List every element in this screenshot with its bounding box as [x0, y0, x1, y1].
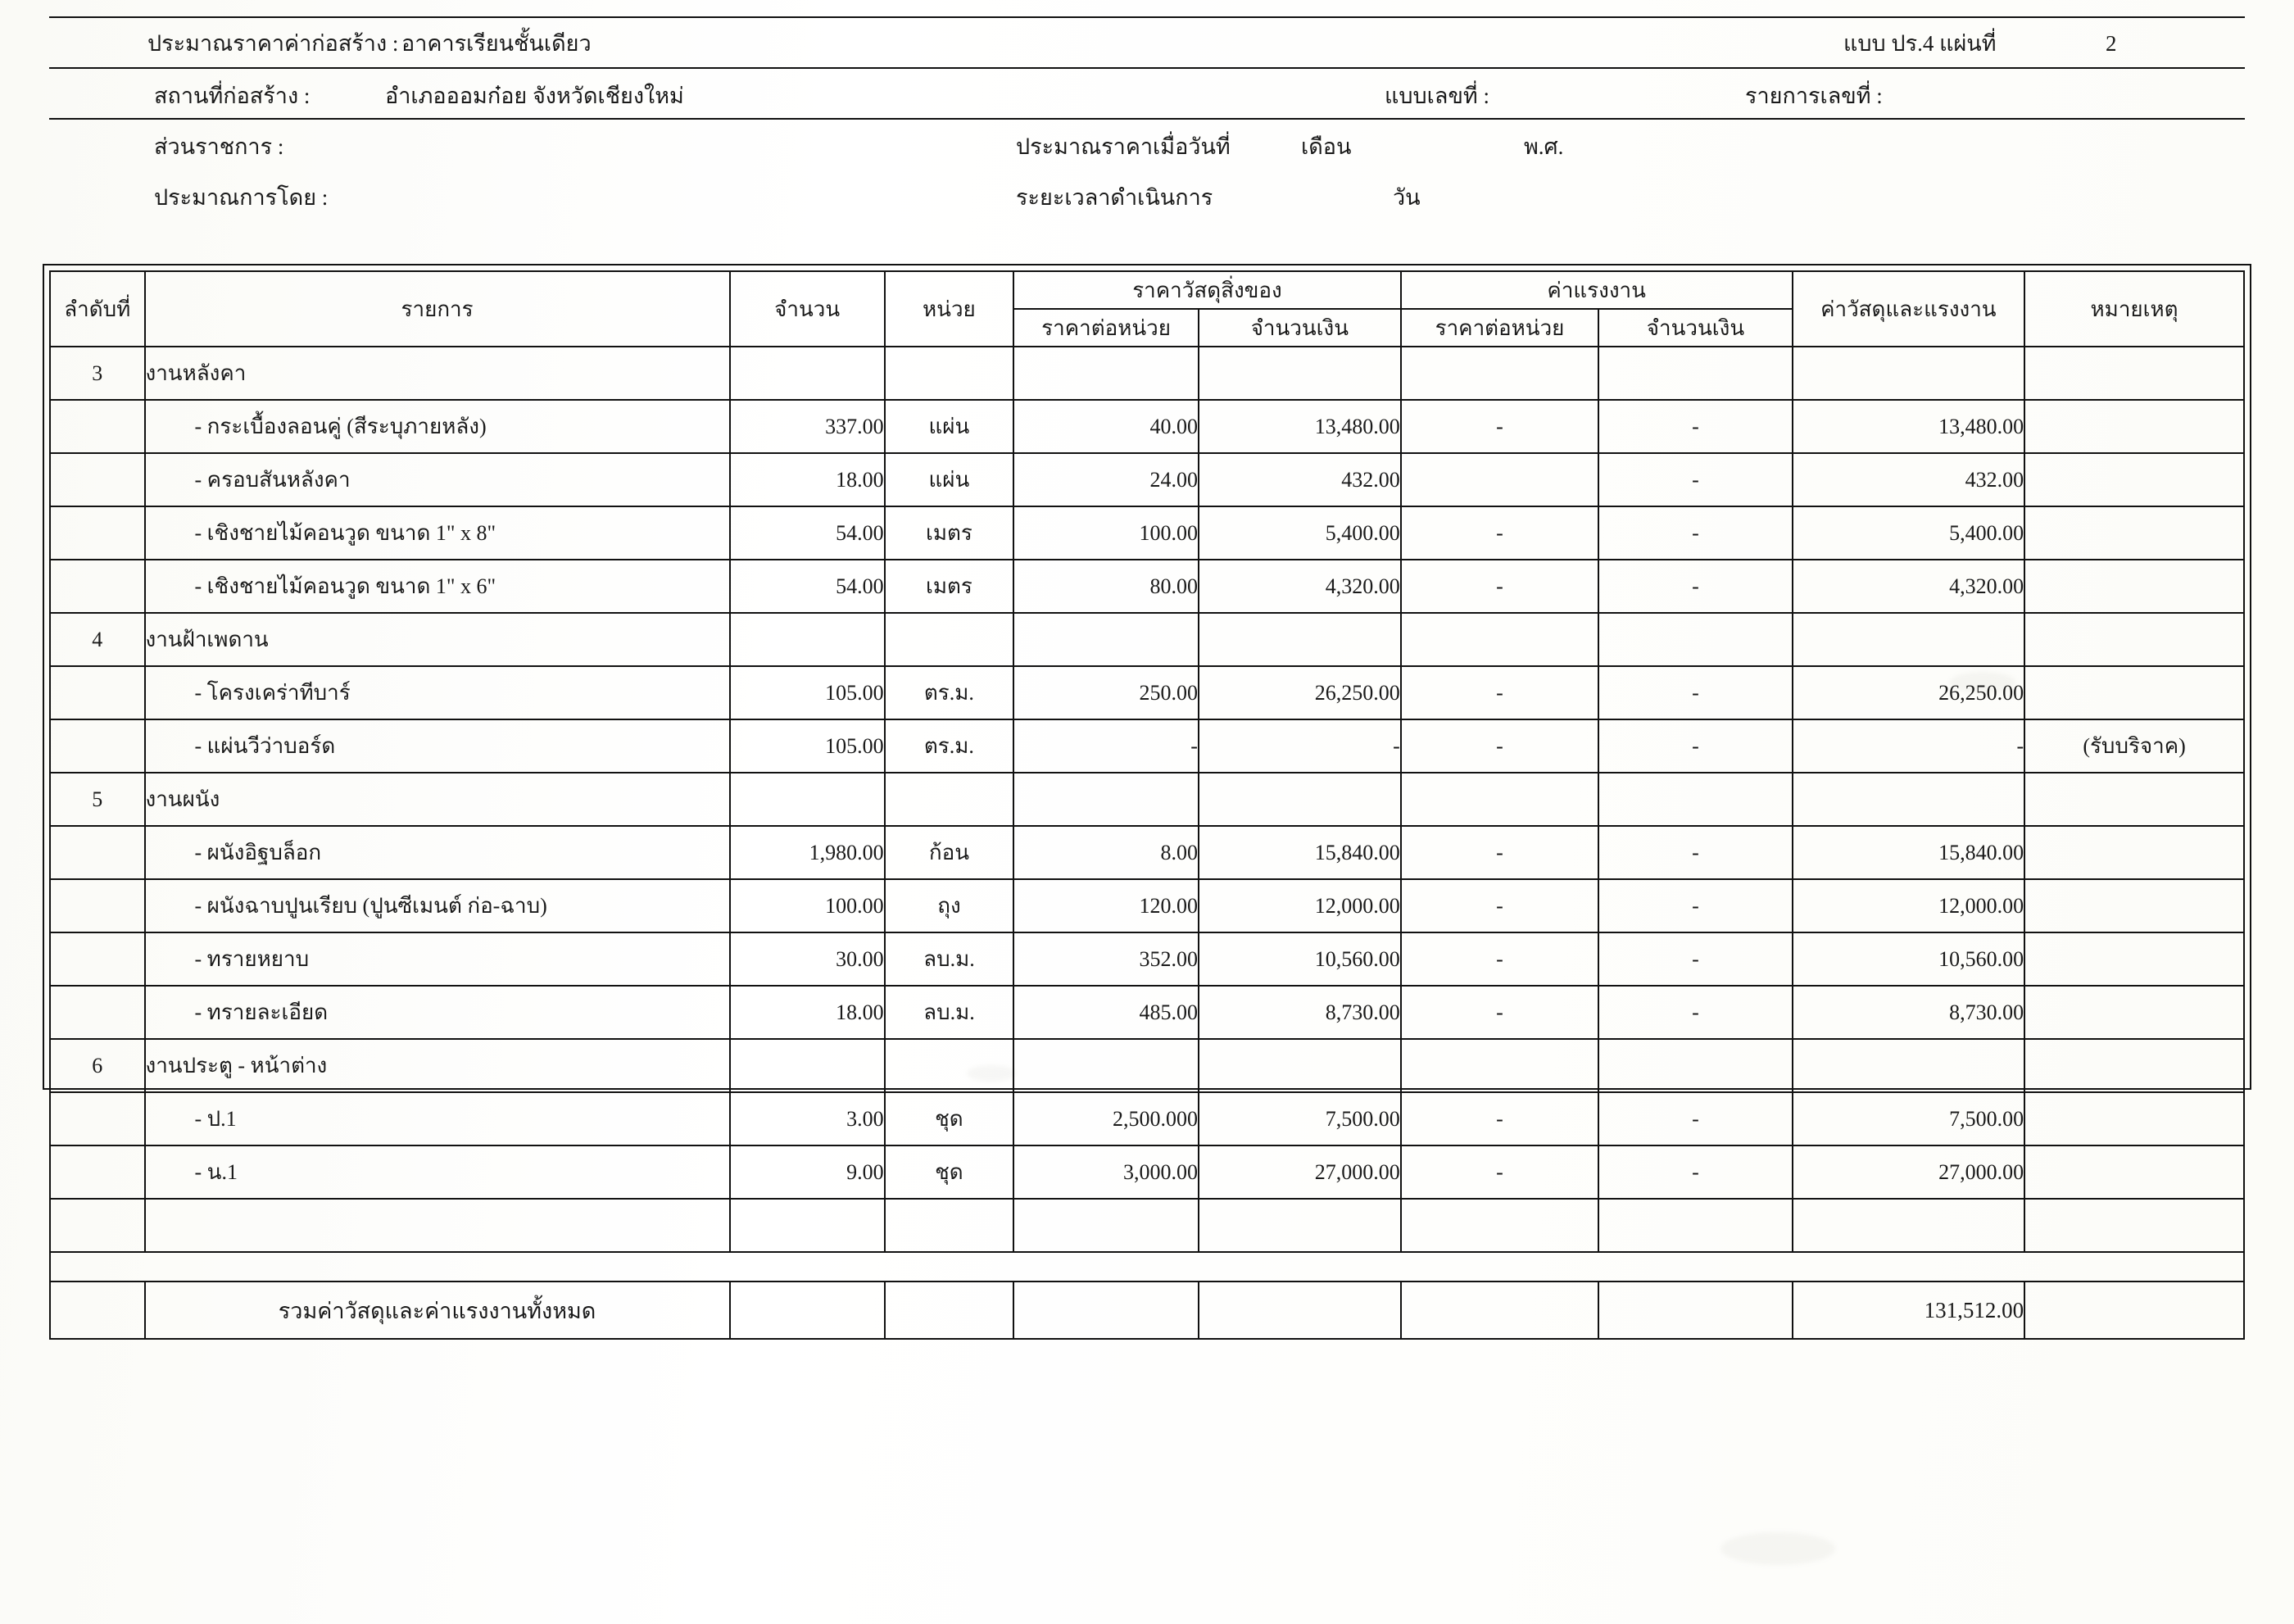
row-unit: ชุด: [885, 1092, 1014, 1145]
location-label: สถานที่ก่อสร้าง :: [154, 84, 311, 108]
row-description: - ทรายหยาบ: [145, 932, 730, 986]
table-row: [50, 826, 2244, 879]
row-material-unit-price: 2,500.000: [1013, 1092, 1199, 1145]
row-total: 4,320.00: [1793, 560, 2025, 613]
table-total-row: [50, 1282, 2244, 1339]
col-labor-group: ค่าแรงงาน: [1401, 271, 1793, 309]
drawing-no-label: แบบเลขที่ :: [1385, 84, 1489, 108]
row-material-unit-price: [1013, 613, 1199, 666]
row-remark: [2024, 560, 2244, 613]
row-unit: ตร.ม.: [885, 666, 1014, 719]
total-matamt-cell: [1199, 1282, 1401, 1339]
row-remark: [2024, 826, 2244, 879]
row-no: 5: [50, 773, 145, 826]
row-unit: ตร.ม.: [885, 719, 1014, 773]
col-material-amount: จำนวนเงิน: [1199, 309, 1401, 347]
total-label: รวมค่าวัสดุและค่าแรงงานทั้งหมด: [145, 1282, 730, 1339]
row-unit: [885, 773, 1014, 826]
row-unit: ถุง: [885, 879, 1014, 932]
row-description: - ผนังฉาบปูนเรียบ (ปูนซีเมนต์ ก่อ-ฉาบ): [145, 879, 730, 932]
form-page: 2: [2106, 31, 2117, 56]
row-description: - น.1: [145, 1145, 730, 1199]
col-remark: หมายเหตุ: [2024, 271, 2244, 347]
row-remark: [2024, 1145, 2244, 1199]
row-description: - ป.1: [145, 1092, 730, 1145]
row-material-unit-price: [1013, 1039, 1199, 1092]
row-labor-unit-price: -: [1401, 1092, 1599, 1145]
row-total: 432.00: [1793, 453, 2025, 506]
row-description: งานผนัง: [145, 773, 730, 826]
row-quantity: 105.00: [730, 719, 885, 773]
estimate-date-label: ประมาณราคาเมื่อวันที่: [1016, 134, 1231, 159]
row-labor-amount: -: [1598, 506, 1792, 560]
row-unit: แผ่น: [885, 453, 1014, 506]
row-remark: [2024, 506, 2244, 560]
row-unit: [885, 347, 1014, 400]
table-row: [50, 560, 2244, 613]
row-quantity: [730, 347, 885, 400]
col-unit: หน่วย: [885, 271, 1014, 347]
col-no: ลำดับที่: [50, 271, 145, 347]
row-no: [50, 560, 145, 613]
total-value: 131,512.00: [1793, 1282, 2025, 1339]
row-material-amount: 27,000.00: [1199, 1145, 1401, 1199]
table-row: [50, 1039, 2244, 1092]
row-no: [50, 1092, 145, 1145]
row-description: - ทรายละเอียด: [145, 986, 730, 1039]
form-label: แบบ ปร.4 แผ่นที่: [1843, 31, 1997, 56]
row-labor-amount: [1598, 1199, 1792, 1252]
row-labor-amount: -: [1598, 826, 1792, 879]
row-remark: [2024, 347, 2244, 400]
row-material-amount: 13,480.00: [1199, 400, 1401, 453]
row-no: [50, 1145, 145, 1199]
row-labor-amount: -: [1598, 879, 1792, 932]
row-labor-amount: [1598, 613, 1792, 666]
col-material-unit-price: ราคาต่อหน่วย: [1013, 309, 1199, 347]
row-labor-unit-price: -: [1401, 560, 1599, 613]
row-remark: [2024, 666, 2244, 719]
row-no: [50, 879, 145, 932]
scan-smudge: [1720, 1532, 1835, 1565]
month-label: เดือน: [1301, 134, 1352, 159]
row-labor-amount: -: [1598, 560, 1792, 613]
row-material-unit-price: 80.00: [1013, 560, 1199, 613]
table-row: [50, 613, 2244, 666]
row-quantity: 105.00: [730, 666, 885, 719]
project-label: ประมาณราคาค่าก่อสร้าง :: [147, 31, 399, 56]
row-quantity: 1,980.00: [730, 826, 885, 879]
row-material-unit-price: [1013, 1199, 1199, 1252]
estimate-table-wrapper: [49, 270, 2245, 1340]
row-unit: เมตร: [885, 506, 1014, 560]
location-value: อำเภอออมก๋อย จังหวัดเชียงใหม่: [385, 84, 684, 108]
row-no: 3: [50, 347, 145, 400]
row-labor-amount: [1598, 773, 1792, 826]
row-description: - แผ่นวีว่าบอร์ด: [145, 719, 730, 773]
row-no: [50, 1199, 145, 1252]
row-no: [50, 666, 145, 719]
row-description: งานหลังคา: [145, 347, 730, 400]
row-remark: [2024, 1199, 2244, 1252]
table-row: [50, 347, 2244, 400]
table-row: [50, 666, 2244, 719]
row-labor-unit-price: [1401, 773, 1599, 826]
row-material-amount: 432.00: [1199, 453, 1401, 506]
row-material-unit-price: 40.00: [1013, 400, 1199, 453]
row-labor-unit-price: -: [1401, 932, 1599, 986]
col-labor-unit-price: ราคาต่อหน่วย: [1401, 309, 1599, 347]
row-quantity: [730, 1199, 885, 1252]
row-material-unit-price: 120.00: [1013, 879, 1199, 932]
row-remark: [2024, 453, 2244, 506]
row-material-amount: -: [1199, 719, 1401, 773]
row-no: [50, 826, 145, 879]
row-material-unit-price: [1013, 347, 1199, 400]
row-labor-unit-price: -: [1401, 400, 1599, 453]
table-row: [50, 773, 2244, 826]
row-labor-amount: -: [1598, 400, 1792, 453]
row-total: 5,400.00: [1793, 506, 2025, 560]
row-material-amount: [1199, 1039, 1401, 1092]
row-remark: [2024, 932, 2244, 986]
row-total: 10,560.00: [1793, 932, 2025, 986]
row-material-amount: 5,400.00: [1199, 506, 1401, 560]
row-no: [50, 400, 145, 453]
agency-label: ส่วนราชการ :: [154, 134, 284, 159]
row-remark: [2024, 613, 2244, 666]
row-remark: [2024, 986, 2244, 1039]
row-labor-unit-price: [1401, 613, 1599, 666]
row-total: [1793, 613, 2025, 666]
row-labor-amount: -: [1598, 986, 1792, 1039]
table-body: [50, 347, 2244, 1252]
duration-label: ระยะเวลาดำเนินการ: [1016, 185, 1213, 210]
row-remark: [2024, 773, 2244, 826]
table-row: [50, 719, 2244, 773]
header-row-agency: [49, 118, 2245, 169]
row-material-amount: 4,320.00: [1199, 560, 1401, 613]
total-qty-cell: [730, 1282, 885, 1339]
row-quantity: 54.00: [730, 560, 885, 613]
row-material-amount: 7,500.00: [1199, 1092, 1401, 1145]
row-unit: ลบ.ม.: [885, 986, 1014, 1039]
row-labor-amount: -: [1598, 1092, 1792, 1145]
total-no-cell: [50, 1282, 145, 1339]
table-header-row-1: [50, 271, 2244, 309]
row-remark: [2024, 1039, 2244, 1092]
table-row: [50, 506, 2244, 560]
row-material-unit-price: -: [1013, 719, 1199, 773]
table-row: [50, 932, 2244, 986]
row-no: [50, 453, 145, 506]
row-total: 27,000.00: [1793, 1145, 2025, 1199]
row-material-amount: [1199, 773, 1401, 826]
total-labunit-cell: [1401, 1282, 1599, 1339]
row-remark: (รับบริจาค): [2024, 719, 2244, 773]
row-description: [145, 1199, 730, 1252]
row-quantity: 18.00: [730, 453, 885, 506]
row-unit: ลบ.ม.: [885, 932, 1014, 986]
row-material-amount: [1199, 613, 1401, 666]
row-no: [50, 932, 145, 986]
row-labor-unit-price: [1401, 347, 1599, 400]
row-labor-unit-price: -: [1401, 986, 1599, 1039]
row-description: - เชิงชายไม้คอนวูด ขนาด 1" x 8": [145, 506, 730, 560]
row-material-amount: 8,730.00: [1199, 986, 1401, 1039]
row-quantity: 3.00: [730, 1092, 885, 1145]
row-labor-amount: [1598, 1039, 1792, 1092]
col-description: รายการ: [145, 271, 730, 347]
row-material-amount: [1199, 347, 1401, 400]
total-labamt-cell: [1598, 1282, 1792, 1339]
row-quantity: 100.00: [730, 879, 885, 932]
row-labor-amount: -: [1598, 1145, 1792, 1199]
row-material-amount: 15,840.00: [1199, 826, 1401, 879]
row-material-unit-price: 250.00: [1013, 666, 1199, 719]
row-unit: [885, 1199, 1014, 1252]
row-labor-unit-price: -: [1401, 666, 1599, 719]
row-unit: เมตร: [885, 560, 1014, 613]
row-description: - กระเบื้องลอนคู่ (สีระบุภายหลัง): [145, 400, 730, 453]
row-quantity: [730, 773, 885, 826]
row-material-amount: [1199, 1199, 1401, 1252]
row-unit: ชุด: [885, 1145, 1014, 1199]
table-row: [50, 986, 2244, 1039]
row-material-unit-price: 8.00: [1013, 826, 1199, 879]
total-remark-cell: [2024, 1282, 2244, 1339]
col-quantity: จำนวน: [730, 271, 885, 347]
row-unit: [885, 613, 1014, 666]
row-remark: [2024, 1092, 2244, 1145]
year-label: พ.ศ.: [1524, 134, 1564, 159]
row-quantity: 30.00: [730, 932, 885, 986]
project-value: อาคารเรียนชั้นเดียว: [401, 31, 592, 56]
row-labor-amount: -: [1598, 719, 1792, 773]
row-labor-unit-price: [1401, 1199, 1599, 1252]
row-description: - ผนังอิฐบล็อก: [145, 826, 730, 879]
day-label: วัน: [1393, 185, 1421, 210]
row-labor-unit-price: -: [1401, 879, 1599, 932]
header-row-location: [49, 67, 2245, 118]
row-remark: [2024, 879, 2244, 932]
header-row-project: [49, 16, 2245, 67]
col-labor-amount: จำนวนเงิน: [1598, 309, 1792, 347]
row-material-unit-price: 3,000.00: [1013, 1145, 1199, 1199]
row-labor-amount: -: [1598, 932, 1792, 986]
row-material-unit-price: 352.00: [1013, 932, 1199, 986]
estimate-table: [49, 270, 2245, 1340]
row-labor-amount: -: [1598, 666, 1792, 719]
row-material-amount: 10,560.00: [1199, 932, 1401, 986]
row-total: 8,730.00: [1793, 986, 2025, 1039]
row-material-amount: 26,250.00: [1199, 666, 1401, 719]
item-no-label: รายการเลขที่ :: [1745, 84, 1883, 108]
row-total: 12,000.00: [1793, 879, 2025, 932]
col-total: ค่าวัสดุและแรงงาน: [1793, 271, 2025, 347]
row-total: 26,250.00: [1793, 666, 2025, 719]
row-labor-unit-price: -: [1401, 1145, 1599, 1199]
spacer-cell: [50, 1252, 2244, 1282]
row-total: 7,500.00: [1793, 1092, 2025, 1145]
row-description: งานฝ้าเพดาน: [145, 613, 730, 666]
row-description: งานประตู - หน้าต่าง: [145, 1039, 730, 1092]
row-labor-unit-price: [1401, 1039, 1599, 1092]
row-total: 13,480.00: [1793, 400, 2025, 453]
table-row: [50, 1092, 2244, 1145]
row-labor-unit-price: -: [1401, 826, 1599, 879]
row-description: - เชิงชายไม้คอนวูด ขนาด 1" x 6": [145, 560, 730, 613]
table-row: [50, 400, 2244, 453]
row-material-unit-price: 24.00: [1013, 453, 1199, 506]
estimate-sheet: [49, 16, 2245, 1344]
estimator-label: ประมาณการโดย :: [154, 185, 329, 210]
row-unit: แผ่น: [885, 400, 1014, 453]
row-total: -: [1793, 719, 2025, 773]
row-unit: [885, 1039, 1014, 1092]
row-labor-unit-price: -: [1401, 719, 1599, 773]
row-no: [50, 719, 145, 773]
table-row: [50, 879, 2244, 932]
row-description: - โครงเคร่าทีบาร์: [145, 666, 730, 719]
row-total: [1793, 347, 2025, 400]
row-material-unit-price: 485.00: [1013, 986, 1199, 1039]
row-labor-unit-price: -: [1401, 506, 1599, 560]
row-material-unit-price: [1013, 773, 1199, 826]
header-row-estimator: [49, 169, 2245, 220]
table-spacer-row: [50, 1252, 2244, 1282]
row-quantity: 18.00: [730, 986, 885, 1039]
row-total: [1793, 773, 2025, 826]
row-total: [1793, 1039, 2025, 1092]
col-material-group: ราคาวัสดุสิ่งของ: [1013, 271, 1401, 309]
row-labor-unit-price: [1401, 453, 1599, 506]
row-no: 4: [50, 613, 145, 666]
row-unit: ก้อน: [885, 826, 1014, 879]
total-unit-cell: [885, 1282, 1014, 1339]
row-material-unit-price: 100.00: [1013, 506, 1199, 560]
table-row: [50, 1199, 2244, 1252]
row-material-amount: 12,000.00: [1199, 879, 1401, 932]
row-remark: [2024, 400, 2244, 453]
row-labor-amount: -: [1598, 453, 1792, 506]
row-total: 15,840.00: [1793, 826, 2025, 879]
table-footer: [50, 1252, 2244, 1339]
row-quantity: 54.00: [730, 506, 885, 560]
row-total: [1793, 1199, 2025, 1252]
total-matunit-cell: [1013, 1282, 1199, 1339]
row-quantity: [730, 1039, 885, 1092]
row-no: [50, 986, 145, 1039]
row-quantity: [730, 613, 885, 666]
row-description: - ครอบสันหลังคา: [145, 453, 730, 506]
row-no: [50, 506, 145, 560]
table-row: [50, 453, 2244, 506]
row-no: 6: [50, 1039, 145, 1092]
row-labor-amount: [1598, 347, 1792, 400]
row-quantity: 337.00: [730, 400, 885, 453]
row-quantity: 9.00: [730, 1145, 885, 1199]
table-row: [50, 1145, 2244, 1199]
